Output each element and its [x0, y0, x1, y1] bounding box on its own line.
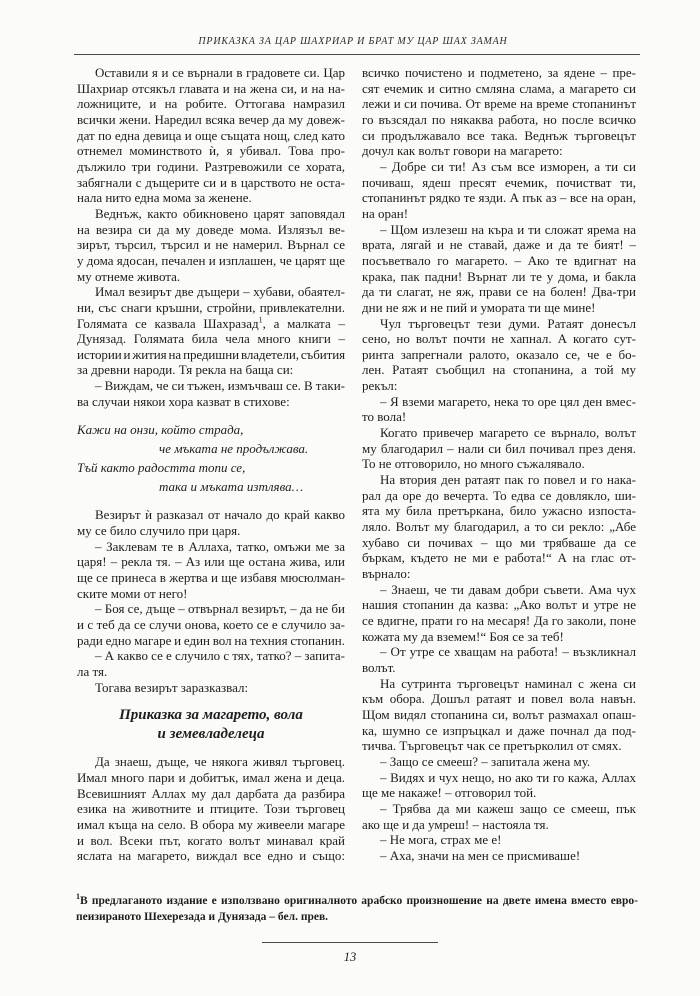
- paragraph: [77, 507, 345, 538]
- paragraph: [362, 848, 636, 864]
- verse-line: Тъй както радостта топи се,: [77, 460, 246, 476]
- text-line: отнемел моминството ѝ, я убивал. Това про-: [77, 143, 345, 159]
- text-line: яслата на магарето, виждал все едно и също:: [77, 848, 345, 864]
- text-line: езика на животните и птиците. Този търговец: [77, 801, 345, 817]
- paragraph: [77, 378, 345, 409]
- right-column: [362, 65, 636, 863]
- text-line: нашия стопанин да казва: „Ако волът и утре не: [362, 597, 636, 613]
- paragraph: [362, 159, 636, 222]
- text-line: На втория ден ратаят пак го повел и го нака-: [380, 472, 636, 488]
- text-line: сено, но волът почти не хапнал. А когато сут-: [362, 331, 636, 347]
- text-line: бъркам, където не ми е работа!“ А на глас от-: [362, 550, 636, 566]
- text-line: ни, със снаги кръшни, стройни, привлекателни.: [77, 299, 345, 315]
- paragraph: [77, 284, 345, 378]
- text-line: – Знаеш, че ти давам добри съвети. Ама чух: [380, 581, 636, 597]
- text-line: у дома ядосан, печален и изплашен, че царят ще: [77, 252, 345, 268]
- text-line: към обора. Дошъл ратаят и повел вола навън.: [362, 691, 636, 707]
- verse-line: така и мъката изтлява…: [159, 479, 304, 495]
- paragraph: [77, 65, 345, 206]
- text-line: ако ще и да умреш! – настояла тя.: [362, 816, 549, 832]
- text-line: го възсядал по някаква работа, но после всичко: [362, 111, 636, 127]
- paragraph: [77, 206, 345, 284]
- text-line: ще ме накаже! – отговорил той.: [362, 785, 537, 801]
- text-line: ринта запрегнали ралото, оказало се, че е бо-: [362, 346, 636, 362]
- text-line: Веднъж, както обикновено царят заповядал: [95, 205, 345, 221]
- text-line: – Заклевам те в Аллаха, татко, омъжи ме за: [95, 538, 345, 554]
- text-line: за древни народи. Тя рекла на баща си:: [77, 362, 294, 378]
- text-line: На сутринта търговецът наминал с жена си: [380, 675, 636, 691]
- text-line: – А какво се е случило с тях, татко? – запита-: [95, 648, 345, 664]
- text-run: Голямата се казвала Шахразад: [77, 315, 259, 331]
- text-line: Тогава везирът заразказвал:: [95, 679, 249, 695]
- footnote-line: [76, 893, 638, 909]
- paragraph: [362, 222, 636, 316]
- text-line: Шахриар отсякъл главата и на жена си, и на на-: [77, 80, 345, 96]
- running-header: ПРИКАЗКА ЗА ЦАР ШАХРИАР И БРАТ МУ ЦАР ШАХ ЗАМАН: [198, 36, 508, 47]
- footnote-text: В предлаганото издание е използвано оригиналното арабско произношение на двете имена вместо евро-: [80, 895, 638, 907]
- text-line: ще се принеса в жертва и ще избавя мюсюлман-: [77, 570, 345, 586]
- text-line: ляло. Волът му благодарил, а то си рекло: „Абе: [362, 519, 636, 535]
- text-line: зирът, търсил, търсил и не намерил. Върнал се: [77, 237, 345, 253]
- text-line: върнало:: [362, 566, 411, 581]
- footnote: [76, 893, 638, 925]
- text-line: – Добре си ти! Аз съм все изморен, а ти си: [380, 158, 636, 174]
- text-line: Дунязад. Голямата била чела много книги –: [77, 331, 345, 347]
- paragraph: [362, 582, 636, 645]
- text-line: дължило три години. Разтревожили се хората,: [77, 158, 345, 174]
- paragraph: [362, 472, 636, 582]
- text-line: да ти слагат, не яж, прави се на болен! Два-три: [362, 284, 636, 300]
- footnote-line: [76, 909, 638, 925]
- paragraph: [362, 644, 636, 675]
- text-line: крака, пак падни! Върнат ли те у дома, и бакла: [362, 268, 636, 284]
- text-line: му се било случило при царя.: [77, 523, 241, 539]
- paragraph: [362, 832, 636, 848]
- text-line: ята му била претъркана, било ужасно изпоста-: [362, 503, 636, 519]
- text-line: на везира си да му доведе мома. Излязъл ве-: [77, 221, 345, 237]
- text-line: и с теб да се случи онова, което се е случило за-: [77, 617, 345, 633]
- text-line: и вол. Всеки път, когато волът минавал край: [77, 832, 345, 848]
- text-line: Везирът ѝ разказал от начало до край какво: [95, 507, 345, 523]
- text-line: – Боя се, дъще – отвърнал везирът, – да не би: [95, 601, 345, 617]
- page-number: 13: [343, 950, 357, 964]
- text-line: – Виждам, че си тъжен, измъчваш се. В таки-: [95, 378, 345, 394]
- text-line: волът.: [362, 659, 396, 675]
- text-line: му благодарил – нали си бил почивал през деня.: [362, 440, 636, 456]
- text-line: Щом видял стопанина си, волът размахал опаш-: [362, 706, 636, 722]
- paragraph: [362, 770, 636, 801]
- paragraph: [362, 801, 636, 832]
- paragraph: [362, 394, 636, 425]
- text-line: ложниците, и на робите. Оттогава намразил: [77, 96, 345, 112]
- text-line: нала нито една мома за женене.: [77, 190, 252, 206]
- text-line: лежи и си почива. От време на време стопанинът: [362, 96, 636, 112]
- text-line: стопанинът рядко те язди. А пък аз – все на оран,: [362, 190, 636, 206]
- story-heading: [77, 706, 345, 744]
- text-line: Имал много пари и добитък, имал жена и деца.: [77, 769, 345, 785]
- text-line: – Я вземи магарето, нека то оре цял ден вмес-: [380, 393, 636, 409]
- footnote-ref-marker: 1: [258, 315, 263, 325]
- footer-rule: [262, 942, 438, 943]
- text-line: на оран!: [362, 205, 409, 221]
- text-line: – Щом излезеш на къра и ти сложат ярема на: [380, 221, 636, 237]
- paragraph: [77, 601, 345, 648]
- text-line: ла тя.: [77, 664, 108, 679]
- text-line: – Не мога, страх ме е!: [380, 832, 502, 848]
- text-line: Оставили я и се върнали в градовете си. Цар: [95, 65, 345, 80]
- paragraph: [362, 425, 636, 472]
- text-line: кожата му да вземем!“ Боя се за теб!: [362, 628, 564, 644]
- text-line: Да знаеш, дъще, че някога живял търговец.: [95, 754, 345, 770]
- text-line: рал да оре до вечерта. То едва се довлякло, ши-: [362, 487, 636, 503]
- text-line: ва случаи някои хора казват в стихове:: [77, 393, 290, 409]
- text-line: Чул търговецът тези думи. Ратаят донесъл: [380, 315, 636, 331]
- text-line: дат по една девица и още същата нощ, след като: [77, 127, 345, 143]
- text-line: дни не яж и не пий и умората ти ще мине!: [362, 299, 596, 315]
- text-line: истории и жития на предишни владетели, събития: [77, 346, 345, 362]
- text-line: посъветвало го магарето. – Ако те вдигнат на: [362, 252, 636, 268]
- text-line: [77, 316, 345, 332]
- text-line: царя! – рекла тя. – Аз или ще остана жива, или: [77, 554, 345, 570]
- text-line: всички жени. Наредил всяка вечер да му довеж-: [77, 111, 345, 127]
- paragraph: [362, 754, 636, 770]
- text-line: Когато привечер магарето се върнало, волът: [380, 425, 636, 441]
- paragraph: [362, 65, 636, 159]
- text-line: лен. Ратаят съобщил на стопанина, а той му: [362, 362, 636, 378]
- header-rule: [74, 54, 640, 55]
- text-line: тичва. Търговецът чак се претърколил от смях.: [362, 738, 622, 754]
- text-line: Имал везирът две дъщери – хубави, обаятел-: [95, 284, 345, 300]
- text-line: то вола!: [362, 409, 407, 425]
- text-line: ските моми от него!: [77, 585, 188, 601]
- text-line: си продължавало все така. Веднъж търговецът: [362, 127, 636, 143]
- paragraph: [77, 648, 345, 679]
- text-line: имал къща на село. В обора му живеели магаре: [77, 816, 345, 832]
- paragraph: [77, 539, 345, 602]
- text-line: – От утре се хващам на работа! – възкликнал: [380, 644, 636, 660]
- paragraph: [362, 316, 636, 394]
- verse-block: [77, 420, 345, 496]
- footnote-text: пеизираното Шехерезада и Дунязада – бел. прев.: [76, 911, 329, 923]
- text-line: почиваш, ядеш пресят ечемик, почистват ти,: [362, 174, 636, 190]
- text-line: забягнали с дъщерите си и в царството не оста-: [77, 174, 345, 190]
- verse-line: Кажи на онзи, който страда,: [77, 422, 244, 438]
- text-line: – Аха, значи на мен се присмиваше!: [380, 847, 581, 863]
- text-line: хубаво си почивах – що ми трябваше да се: [362, 534, 636, 550]
- paragraph: [77, 754, 345, 864]
- text-line: Всевишният Аллах му дал дарбата да разбира: [77, 785, 345, 801]
- left-column: [77, 65, 345, 864]
- text-line: дочул как волът говори на магарето:: [362, 143, 563, 159]
- text-line: всичко почистено и подметено, за ядене – пре-: [362, 65, 636, 80]
- text-line: – Видях и чух нещо, но ако ти го кажа, Аллах: [380, 769, 636, 785]
- text-line: рекъл:: [362, 378, 398, 394]
- text-line: ка, шумно се изпръцкал и даже почнал да под-: [362, 722, 636, 738]
- text-line: се вдигне, прати го на месаря! Да го заколи, поне: [362, 612, 636, 628]
- text-run: , а малката –: [262, 315, 345, 331]
- text-line: – Трябва да ми кажеш защо се смееш, пък: [380, 800, 636, 816]
- story-heading-line: и земевладелеца: [157, 726, 265, 743]
- footnote-number: 1: [76, 892, 80, 902]
- paragraph: [77, 680, 345, 696]
- verse-line: че мъката не продължава.: [159, 441, 309, 457]
- text-line: сят ечемик и ситно смляна слама, а магарето си: [362, 80, 636, 96]
- text-line: ради едно магаре и един вол на техния стопанин.: [77, 632, 345, 648]
- text-line: врата, лягай и не ставай, даже и да те бият! –: [362, 237, 636, 253]
- paragraph: [362, 676, 636, 754]
- text-line: То не отговорило, но много съжалявало.: [362, 456, 585, 472]
- story-heading-line: Приказка за магарето, вола: [119, 707, 303, 724]
- text-line: му отнеме живота.: [77, 268, 181, 284]
- text-line: – Защо се смееш? – запитала жена му.: [380, 753, 591, 769]
